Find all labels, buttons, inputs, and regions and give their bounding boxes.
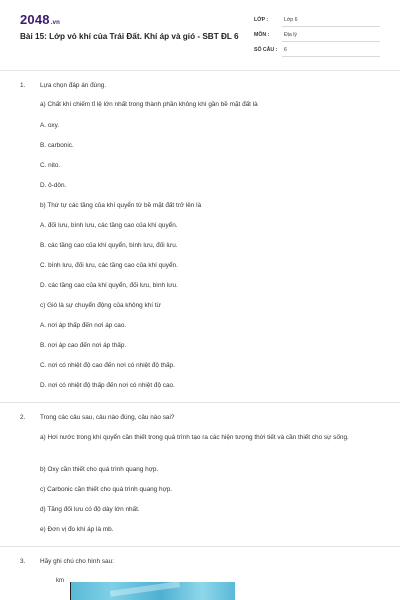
question-number: 2.	[20, 414, 26, 421]
sub-question: b) Thứ tự các tầng của khí quyển từ bề mặt đất trở lên là	[40, 202, 202, 209]
answer-option: B. nơi áp cao đến nơi áp thấp.	[40, 342, 127, 349]
atmosphere-diagram	[70, 582, 235, 600]
meta-subject-label: MÔN :	[254, 32, 270, 38]
answer-option: D. nơi có nhiệt độ thấp đến nơi có nhiệt độ cao.	[40, 382, 175, 389]
answer-option: D. ô-dôn.	[40, 182, 67, 189]
answer-option: A. oxy.	[40, 122, 60, 129]
answer-option: B. carbonic.	[40, 142, 74, 149]
header-divider	[0, 70, 400, 71]
answer-option: D. các tầng cao của khí quyển, đối lưu, bình lưu.	[40, 282, 178, 289]
question-number: 1.	[20, 82, 26, 89]
question-number: 3.	[20, 558, 26, 565]
meta-grade-value: Lớp 6	[284, 17, 298, 23]
meta-count-value: 6	[284, 47, 287, 53]
page-title: Bài 15: Lớp vỏ khí của Trái Đất. Khí áp và gió - SBT ĐL 6	[20, 32, 239, 41]
diagram-axis	[70, 582, 71, 600]
meta-divider	[282, 41, 380, 42]
answer-option: C. bình lưu, đối lưu, các tầng cao của khí quyển.	[40, 262, 178, 269]
sub-question: c) Gió là sự chuyển động của không khí từ	[40, 302, 161, 309]
answer-option: C. nito.	[40, 162, 61, 169]
meta-subject-value: Địa lý	[284, 32, 297, 38]
diagram-highlight	[110, 581, 180, 597]
meta-count-label: SỐ CÂU :	[254, 47, 278, 53]
true-false-item: b) Oxy cần thiết cho quá trình quang hợp.	[40, 466, 159, 473]
meta-divider	[282, 26, 380, 27]
true-false-item: c) Carbonic cần thiết cho quá trình quang hợp.	[40, 486, 173, 493]
logo-text: 2048	[20, 12, 50, 27]
answer-option: A. đối lưu, bình lưu, các tầng cao của khí quyển.	[40, 222, 178, 229]
logo-suffix: .vn	[50, 20, 61, 26]
true-false-item: a) Hơi nước trong khí quyển cần thiết trong quá trình tạo ra các hiện tượng thời tiết và cần thiết cho sự sống.	[40, 434, 349, 441]
site-logo[interactable]	[20, 12, 60, 27]
true-false-item: d) Tầng đối lưu có độ dày lớn nhất.	[40, 506, 140, 513]
question-prompt: Lựa chọn đáp án đúng.	[40, 82, 107, 89]
question-prompt: Hãy ghi chú cho hình sau:	[40, 558, 114, 565]
answer-option: B. các tầng cao của khí quyển, bình lưu, đối lưu.	[40, 242, 178, 249]
question-divider	[0, 402, 400, 403]
meta-divider	[282, 56, 380, 57]
question-prompt: Trong các câu sau, câu nào đúng, câu nào sai?	[40, 414, 175, 421]
answer-option: A. nơi áp thấp đến nơi áp cao.	[40, 322, 127, 329]
answer-option: C. nơi có nhiệt độ cao đến nơi có nhiệt độ thấp.	[40, 362, 175, 369]
axis-label: km	[56, 578, 64, 584]
sub-question: a) Chất khí chiếm tỉ lệ lớn nhất trong thành phần không khí gần bề mặt đất là	[40, 101, 258, 108]
true-false-item: e) Đơn vị đo khí áp là mb.	[40, 526, 114, 533]
meta-grade-label: LỚP :	[254, 17, 269, 23]
question-divider	[0, 546, 400, 547]
page-header	[0, 0, 400, 72]
